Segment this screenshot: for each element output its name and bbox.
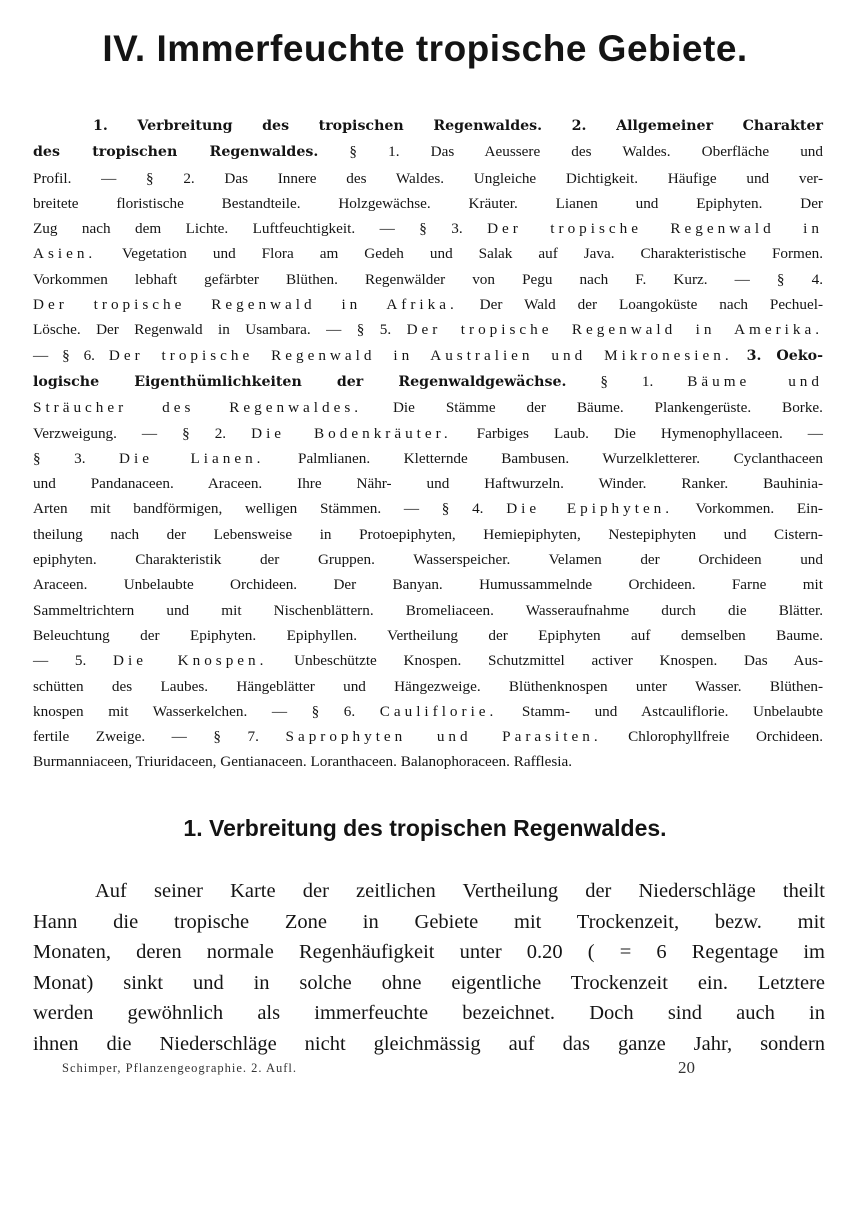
- summary-subheading: Die Knospen.: [113, 652, 268, 670]
- body-line: Hann die tropische Zone in Gebiete mit Trockenzeit, bezw. mit: [33, 910, 825, 933]
- footer-signature: Schimper, Pflanzengeographie. 2. Aufl.: [62, 1061, 298, 1075]
- summary-line: [33, 216, 823, 241]
- summary-text: § 1. Das Aeussere des Waldes. Oberfläche und: [318, 143, 823, 161]
- summary-subheading: Sträucher des Regenwaldes.: [33, 399, 363, 417]
- summary-line: [33, 598, 823, 623]
- summary-text: Burmanniaceen, Triuridaceen, Gentianaceen. Loranthaceen. Balanophoraceen. Rafflesia.: [33, 753, 573, 771]
- summary-text: schütten des Laubes. Hängeblätter und Hängezweige. Blüthenknospen unter Wasser. Blüthen-: [33, 677, 823, 695]
- summary-line: [33, 724, 823, 749]
- summary-text: knospen mit Wasserkelchen. — § 6.: [33, 702, 380, 720]
- summary-text: Farbiges Laub. Die Hymenophyllaceen. —: [451, 424, 823, 442]
- summary-text: Arten mit bandförmigen, welligen Stämmen. — § 4.: [33, 500, 507, 518]
- summary-line: [33, 522, 823, 547]
- body-line: werden gewöhnlich als immerfeuchte bezeichnet. Doch sind auch in: [33, 1002, 825, 1024]
- summary-heading: logische Eigenthümlichkeiten der Regenwaldgewächse.: [33, 373, 567, 390]
- summary-text: epiphyten. Charakteristik der Gruppen. Wasserspeicher. Velamen der Orchideen und: [33, 551, 823, 569]
- summary-text: Araceen. Unbelaubte Orchideen. Der Banyan. Humussammelnde Orchideen. Farne mit: [33, 576, 823, 594]
- summary-subheading: Asien.: [33, 245, 97, 263]
- summary-text: Zug nach dem Lichte. Luftfeuchtigkeit. — § 3.: [33, 220, 488, 238]
- summary-line: [33, 674, 823, 699]
- summary-line: [33, 446, 823, 471]
- summary-subheading: Der tropische Regenwald in Amerika.: [406, 321, 824, 339]
- summary-text: Die Stämme der Bäume. Plankengerüste. Borke.: [362, 399, 823, 417]
- chapter-summary: [33, 113, 823, 775]
- summary-text: § 1.: [566, 372, 688, 390]
- section-body: [33, 876, 825, 1059]
- summary-line: [33, 317, 823, 342]
- body-line: Auf seiner Karte der zeitlichen Vertheilung der Niederschläge theilt: [95, 880, 825, 902]
- summary-text: und Pandanaceen. Araceen. Ihre Nähr- und Haftwurzeln. Winder. Ranker. Bauhinia-: [33, 475, 823, 493]
- summary-line: [33, 267, 823, 292]
- summary-line: [33, 471, 823, 496]
- summary-heading: des tropischen Regenwaldes.: [33, 144, 319, 161]
- summary-text: breitete floristische Bestandteile. Holzgewächse. Kräuter. Lianen und Epiphyten. Der: [33, 194, 823, 212]
- summary-subheading: Die Lianen.: [119, 449, 265, 467]
- summary-heading: 3. Oeko-: [746, 347, 824, 364]
- summary-line: [33, 496, 823, 521]
- summary-text: Vegetation und Flora am Gedeh und Salak auf Java. Charakteristische Formen.: [96, 245, 823, 263]
- summary-subheading: Der tropische Regenwald in Afrika.: [33, 296, 458, 314]
- summary-subheading: Der tropische Regenwald in Australien und Mikronesien.: [108, 346, 733, 364]
- summary-subheading: Bäume und: [687, 372, 823, 390]
- summary-text: Stamm- und Astcauliflorie. Unbelaubte: [497, 702, 823, 720]
- summary-text: Palmlianen. Kletternde Bambusen. Wurzelkletterer. Cyclanthaceen: [264, 449, 823, 467]
- body-line: ihnen die Niederschläge nicht gleichmässig auf das ganze Jahr, sondern: [33, 1032, 825, 1055]
- summary-text: Beleuchtung der Epiphyten. Epiphyllen. Vertheilung der Epiphyten auf demselben Baume.: [33, 626, 823, 644]
- summary-line: [33, 292, 823, 317]
- summary-text: Verzweigung. — § 2.: [33, 424, 252, 442]
- summary-subheading: Cauliflorie.: [379, 702, 498, 720]
- summary-text: theilung nach der Lebensweise in Protoepiphyten, Hemiepiphyten, Nestepiphyten und Cistern-: [33, 525, 823, 543]
- summary-line: [33, 369, 823, 395]
- summary-text: Sammeltrichtern und mit Nischenblättern. Bromeliaceen. Wasseraufnahme durch die Blätter.: [33, 601, 823, 619]
- page-number: 20: [678, 1058, 695, 1077]
- summary-line: [33, 421, 823, 446]
- footer: [62, 1061, 722, 1076]
- summary-text: fertile Zweige. — § 7.: [33, 728, 286, 746]
- summary-line: [33, 241, 823, 266]
- summary-text: Vorkommen lebhaft gefärbter Blüthen. Regenwälder von Pegu nach F. Kurz. — § 4.: [33, 270, 823, 288]
- summary-line: [33, 166, 823, 191]
- summary-text: — 5.: [33, 652, 113, 670]
- summary-line: [33, 343, 823, 369]
- summary-line: [33, 699, 823, 724]
- summary-subheading: Saprophyten und Parasiten.: [285, 728, 602, 746]
- summary-line: [33, 623, 823, 648]
- section-title: 1. Verbreitung des tropischen Regenwaldes.: [183, 815, 667, 841]
- summary-text: Der Wald der Loangoküste nach Pechuel-: [457, 296, 824, 314]
- summary-line: [33, 572, 823, 597]
- summary-line: [33, 191, 823, 216]
- summary-text: Profil. — § 2. Das Innere des Waldes. Ungleiche Dichtigkeit. Häufige und ver-: [33, 169, 823, 187]
- summary-text: Lösche. Der Regenwald in Usambara. — § 5.: [33, 321, 407, 339]
- summary-text: — § 6.: [33, 346, 109, 364]
- body-line: Monat) sinkt und in solche ohne eigentliche Trockenzeit ein. Letztere: [33, 971, 825, 994]
- summary-text: Unbeschützte Knospen. Schutzmittel activer Knospen. Das Aus-: [267, 652, 824, 670]
- summary-text: Chlorophyllfreie Orchideen.: [601, 728, 823, 746]
- summary-subheading: Die Bodenkräuter.: [251, 424, 452, 442]
- chapter-title: IV. Immerfeuchte tropische Gebiete.: [102, 28, 748, 69]
- summary-line: [33, 547, 823, 572]
- summary-text: § 3.: [33, 449, 120, 467]
- summary-line: [33, 139, 823, 165]
- summary-line: [33, 749, 823, 774]
- body-line: Monaten, deren normale Regenhäufigkeit unter 0.20 ( = 6 Regentage im: [33, 941, 825, 963]
- summary-subheading: Die Epiphyten.: [506, 500, 674, 518]
- summary-text: Vorkommen. Ein-: [673, 500, 823, 518]
- summary-line: [33, 395, 823, 420]
- summary-heading: 1. Verbreitung des tropischen Regenwaldes. 2. Allgemeiner Charakter: [93, 118, 823, 134]
- summary-line: [33, 113, 823, 139]
- summary-line: [33, 648, 823, 673]
- summary-text: [733, 347, 747, 364]
- summary-subheading: Der tropische Regenwald in: [487, 220, 823, 238]
